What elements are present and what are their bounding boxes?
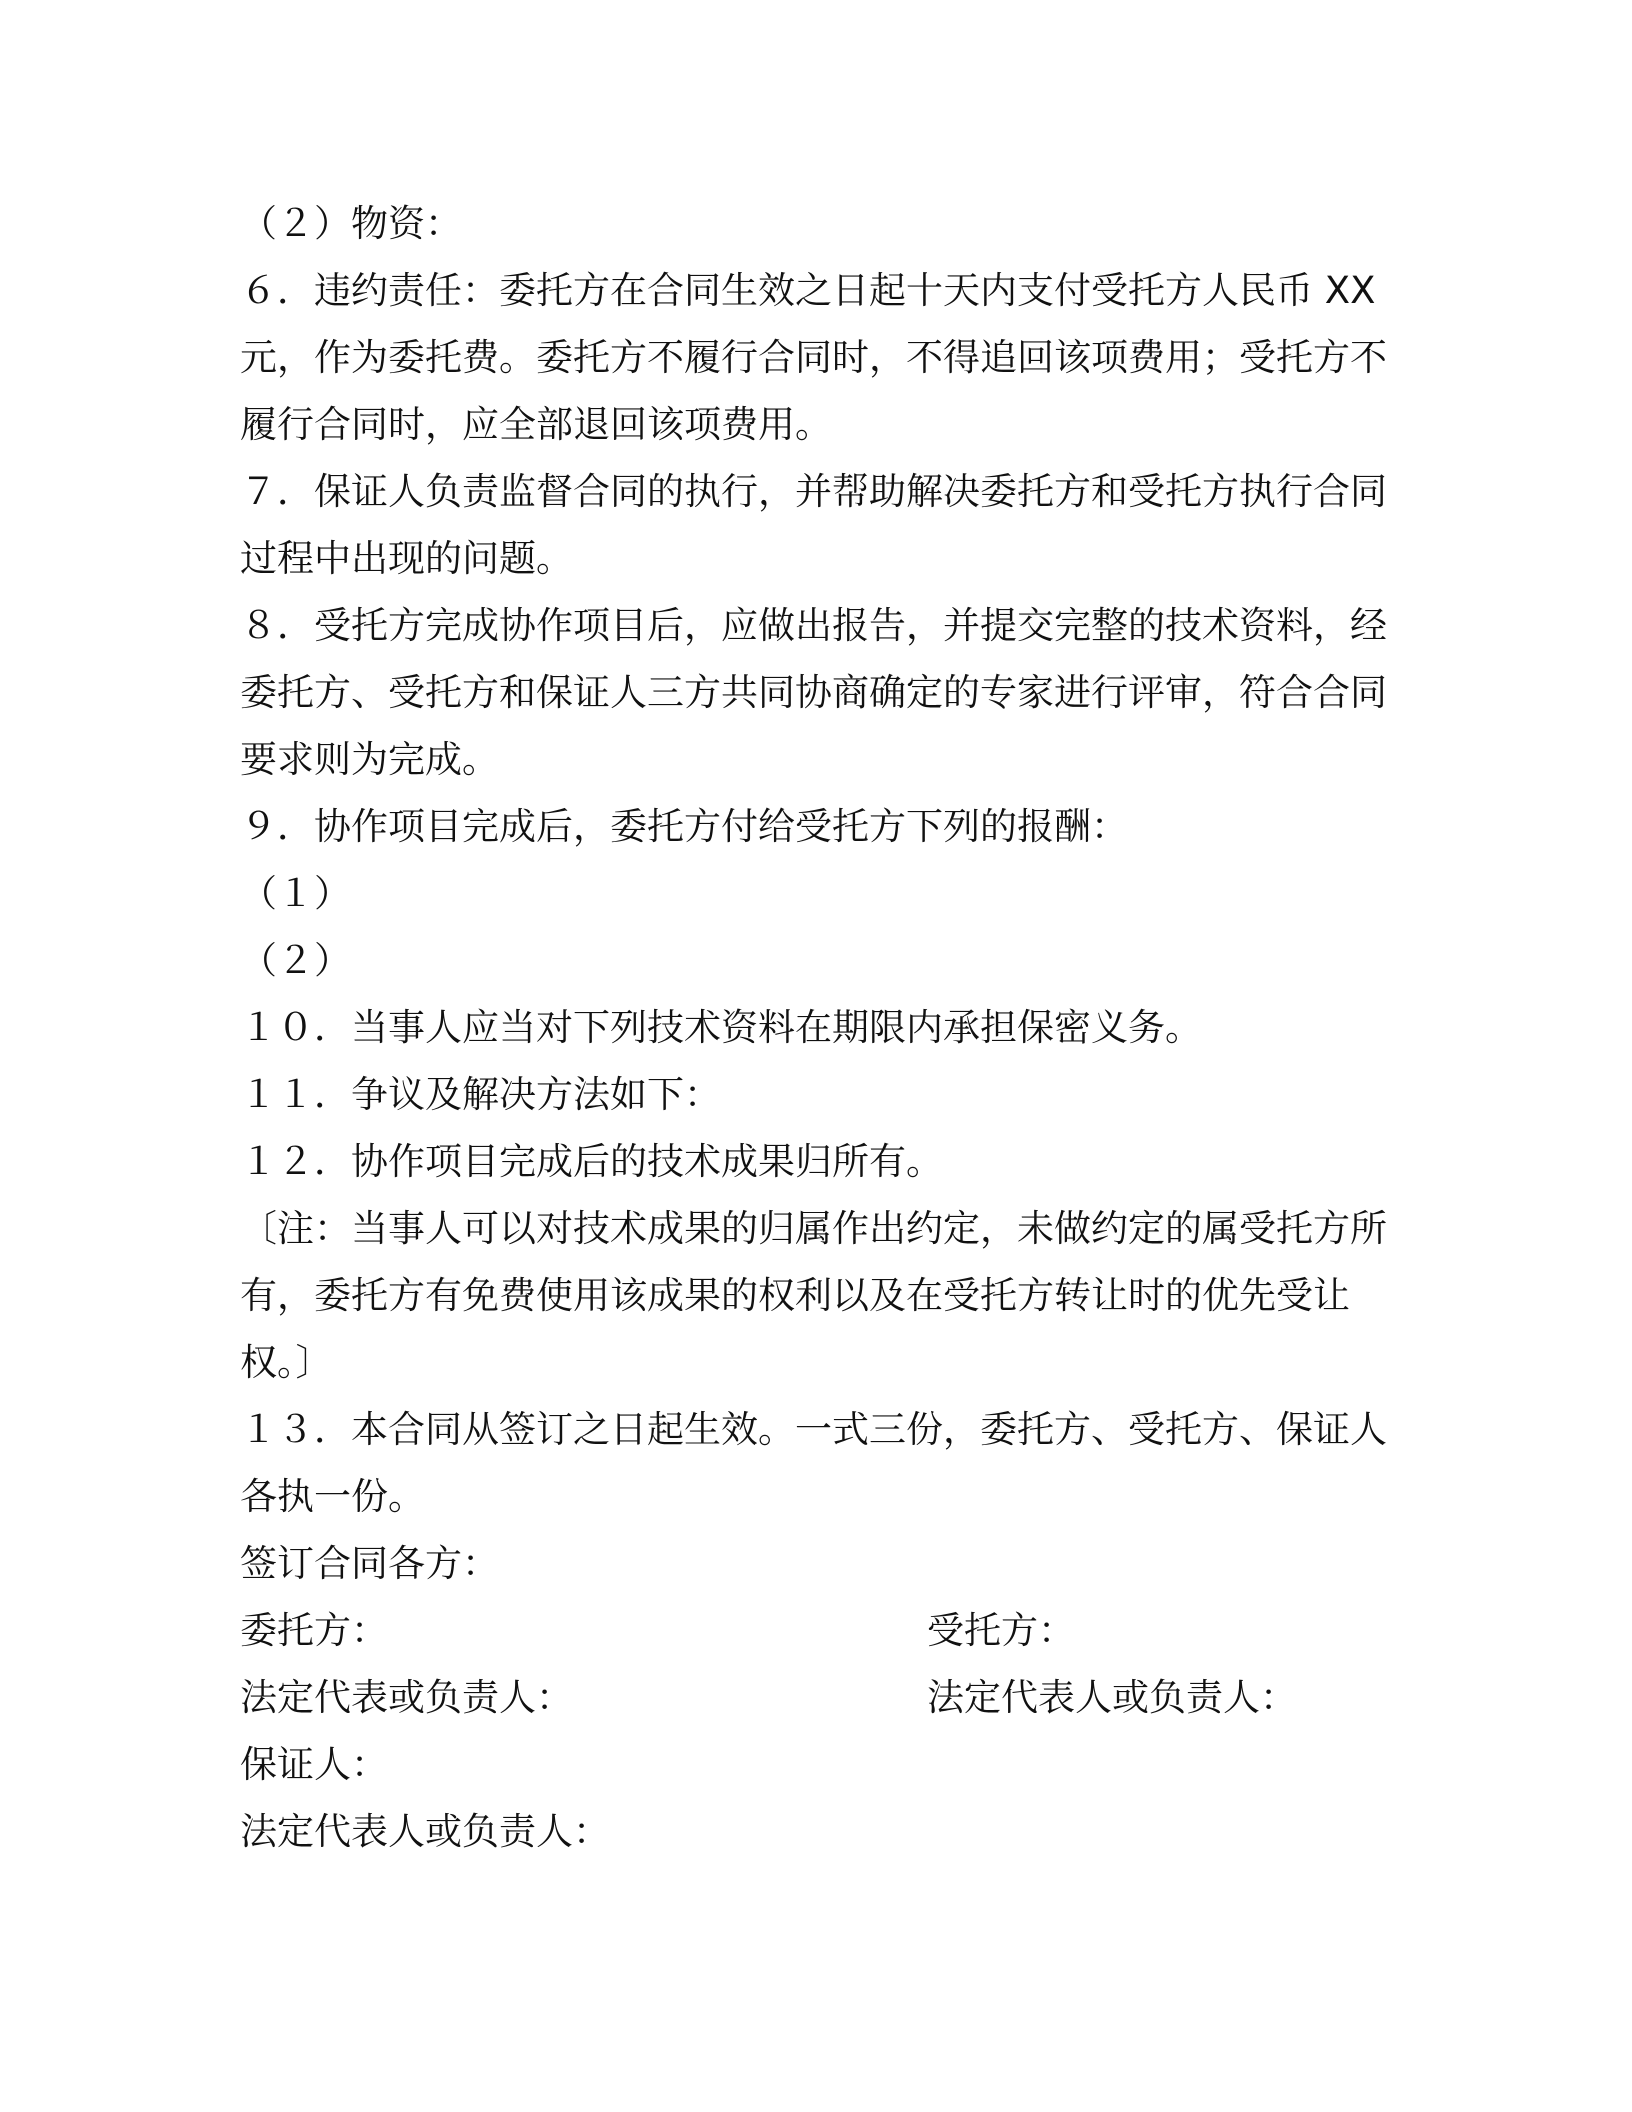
text-line-clause-9: ９．协作项目完成后，委托方付给受托方下列的报酬：	[240, 805, 1128, 848]
text-line-clause-6: ６．违约责任：委托方在合同生效之日起十天内支付受托方人民币 XX	[240, 269, 1376, 312]
client-rep-label: 法定代表或负责人：	[240, 1676, 573, 1719]
client-label: 委托方：	[240, 1609, 388, 1652]
text-line-reward-2: （２）	[240, 939, 351, 982]
guarantor-rep-label: 法定代表人或负责人：	[240, 1810, 610, 1853]
text-line-clause-10: １０．当事人应当对下列技术资料在期限内承担保密义务。	[240, 1006, 1202, 1049]
signature-row-guarantor	[240, 1731, 1390, 1798]
text-line-clause-8: ８．受托方完成协作项目后，应做出报告，并提交完整的技术资料，经	[240, 604, 1387, 647]
contractor-rep-label: 法定代表人或负责人：	[927, 1676, 1297, 1719]
signature-row-parties	[240, 1597, 1390, 1664]
text-line-note-cont: 有，委托方有免费使用该成果的权利以及在受托方转让时的优先受让	[240, 1274, 1350, 1317]
text-line-clause-7-cont: 过程中出现的问题。	[240, 537, 573, 580]
text-line-signing-parties: 签订合同各方：	[240, 1542, 499, 1585]
text-line-materials: （２）物资：	[240, 202, 462, 245]
document-page	[240, 190, 1390, 1865]
text-line-clause-8-cont: 委托方、受托方和保证人三方共同协商确定的专家进行评审，符合合同	[240, 671, 1387, 714]
text-line-clause-6-cont: 履行合同时，应全部退回该项费用。	[240, 403, 832, 446]
text-line-clause-8-cont: 要求则为完成。	[240, 738, 499, 781]
text-line-clause-13: １３．本合同从签订之日起生效。一式三份，委托方、受托方、保证人	[240, 1408, 1387, 1451]
signature-row-guarantor-rep	[240, 1798, 1390, 1865]
contractor-label: 受托方：	[927, 1609, 1075, 1652]
text-line-clause-11: １１．争议及解决方法如下：	[240, 1073, 721, 1116]
text-line-note: 〔注：当事人可以对技术成果的归属作出约定，未做约定的属受托方所	[240, 1207, 1387, 1250]
signature-row-representatives	[240, 1664, 1390, 1731]
text-line-reward-1: （１）	[240, 872, 351, 915]
text-line-note-cont: 权。〕	[240, 1341, 333, 1384]
text-line-clause-12: １２．协作项目完成后的技术成果归所有。	[240, 1140, 943, 1183]
guarantor-label: 保证人：	[240, 1743, 388, 1786]
text-line-clause-7: ７．保证人负责监督合同的执行，并帮助解决委托方和受托方执行合同	[240, 470, 1387, 513]
text-line-clause-6-cont: 元，作为委托费。委托方不履行合同时，不得追回该项费用；受托方不	[240, 336, 1387, 379]
text-line-clause-13-cont: 各执一份。	[240, 1475, 425, 1518]
